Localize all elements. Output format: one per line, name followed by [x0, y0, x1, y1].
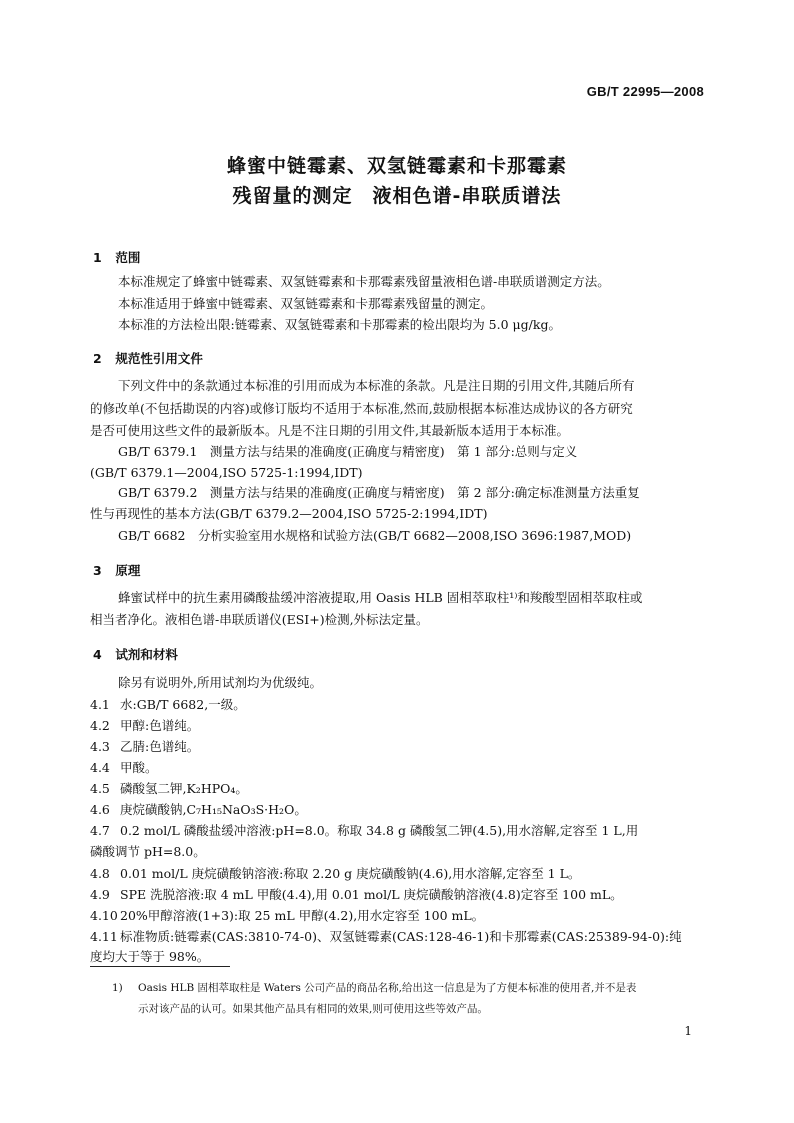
reagent-item	[90, 889, 623, 902]
reagent-item-continuation: 磷酸调节 pH=8.0。	[90, 844, 206, 859]
item-text: 0.01 mol/L 庚烷磺酸钠溶液:称取 2.20 g 庚烷磺酸钠(4.6),用水溶解,定容至 1 L。	[120, 866, 581, 881]
standard-code: GB/T 22995—2008	[586, 84, 704, 99]
footnote-mark: 1)	[112, 982, 123, 994]
item-number: 4.9	[90, 887, 110, 902]
section-title: 范围	[115, 250, 141, 265]
reagent-item-continuation: 度均大于等于 98%。	[90, 949, 210, 964]
section-number: 3	[93, 563, 102, 578]
references-para-line-2: 的修改单(不包括勘误的内容)或修订版均不适用于本标准,然而,鼓励根据本标准达成协议的各方研究	[90, 401, 633, 416]
reference-1-line-2: (GB/T 6379.1—2004,ISO 5725-1:1994,IDT)	[90, 465, 363, 480]
principle-para-line-2: 相当者净化。液相色谱-串联质谱仪(ESI+)检测,外标法定量。	[90, 612, 429, 627]
reagent-item	[90, 720, 199, 733]
item-text: 乙腈:色谱纯。	[120, 739, 200, 754]
references-para-line-3: 是否可使用这些文件的最新版本。凡是不注日期的引用文件,其最新版本适用于本标准。	[90, 423, 569, 438]
document-title-line-2: 残留量的测定 液相色谱-串联质谱法	[232, 185, 562, 207]
item-number: 4.10	[90, 908, 118, 923]
page-number: 1	[684, 1024, 692, 1038]
reference-2-line-1: GB/T 6379.2 测量方法与结果的准确度(正确度与精密度) 第 2 部分:确定标准测量方法重复	[118, 485, 640, 500]
item-text: SPE 洗脱溶液:取 4 mL 甲酸(4.4),用 0.01 mol/L 庚烷磺酸钠溶液(4.8)定容至 100 mL。	[120, 887, 623, 902]
item-text: 0.2 mol/L 磷酸盐缓冲溶液:pH=8.0。称取 34.8 g 磷酸氢二钾(4.5),用水溶解,定容至 1 L,用	[120, 823, 639, 838]
section-1-heading	[93, 248, 140, 266]
scope-para-1: 本标准规定了蜂蜜中链霉素、双氢链霉素和卡那霉素残留量液相色谱-串联质谱测定方法。	[118, 274, 610, 289]
item-number: 4.4	[90, 760, 110, 775]
item-number: 4.1	[90, 697, 110, 712]
reagent-item	[90, 910, 484, 923]
document-title-line-1: 蜂蜜中链霉素、双氢链霉素和卡那霉素	[226, 155, 567, 177]
scope-para-2: 本标准适用于蜂蜜中链霉素、双氢链霉素和卡那霉素残留量的测定。	[118, 296, 494, 311]
section-number: 2	[93, 351, 102, 366]
section-number: 1	[93, 250, 102, 265]
reference-3: GB/T 6682 分析实验室用水规格和试验方法(GB/T 6682—2008,ISO 3696:1987,MOD)	[118, 528, 632, 543]
reagent-item	[90, 741, 199, 754]
section-title: 原理	[115, 563, 141, 578]
item-text: 庚烷磺酸钠,C₇H₁₅NaO₃S·H₂O。	[120, 802, 307, 817]
item-number: 4.7	[90, 823, 110, 838]
item-number: 4.11	[90, 929, 118, 944]
reagent-item	[90, 762, 158, 775]
footnote-line-2: 示对该产品的认可。如果其他产品具有相同的效果,则可使用这些等效产品。	[138, 1003, 488, 1015]
item-text: 水:GB/T 6682,一级。	[120, 697, 246, 712]
scope-para-3: 本标准的方法检出限:链霉素、双氢链霉素和卡那霉素的检出限均为 5.0 μg/kg。	[118, 317, 561, 332]
section-2-heading	[93, 349, 203, 367]
footnote-divider	[90, 966, 230, 967]
item-number: 4.8	[90, 866, 110, 881]
item-number: 4.6	[90, 802, 110, 817]
section-number: 4	[93, 647, 102, 662]
reagent-item	[90, 783, 248, 796]
principle-para-line-1: 蜂蜜试样中的抗生素用磷酸盐缓冲溶液提取,用 Oasis HLB 固相萃取柱¹⁾和羧酸型固相萃取柱或	[118, 590, 643, 605]
section-4-heading	[93, 645, 178, 663]
reagent-item	[90, 825, 638, 838]
reference-2-line-2: 性与再现性的基本方法(GB/T 6379.2—2004,ISO 5725-2:1994,IDT)	[90, 506, 488, 521]
reference-1-line-1: GB/T 6379.1 测量方法与结果的准确度(正确度与精密度) 第 1 部分:总则与定义	[118, 444, 578, 459]
item-text: 20%甲醇溶液(1+3):取 25 mL 甲醇(4.2),用水定容至 100 mL。	[120, 908, 485, 923]
references-para-line-1: 下列文件中的条款通过本标准的引用而成为本标准的条款。凡是注日期的引用文件,其随后所有	[118, 378, 635, 393]
item-text: 甲酸。	[120, 760, 158, 775]
item-text: 甲醇:色谱纯。	[120, 718, 200, 733]
reagent-item	[90, 868, 580, 881]
item-text: 磷酸氢二钾,K₂HPO₄。	[120, 781, 248, 796]
reagent-item	[90, 804, 307, 817]
section-3-heading	[93, 561, 140, 579]
footnote-line-1: Oasis HLB 固相萃取柱是 Waters 公司产品的商品名称,给出这一信息是为了方便本标准的使用者,并不是表	[138, 982, 637, 994]
reagent-item	[90, 931, 682, 944]
item-text: 标准物质:链霉素(CAS:3810-74-0)、双氢链霉素(CAS:128-46-1)和卡那霉素(CAS:25389-94-0):纯	[120, 929, 682, 944]
item-number: 4.5	[90, 781, 110, 796]
reagent-item	[90, 699, 246, 712]
section-title: 规范性引用文件	[115, 351, 203, 366]
section-title: 试剂和材料	[115, 647, 178, 662]
item-number: 4.3	[90, 739, 110, 754]
reagents-intro: 除另有说明外,所用试剂均为优级纯。	[118, 675, 322, 690]
item-number: 4.2	[90, 718, 110, 733]
